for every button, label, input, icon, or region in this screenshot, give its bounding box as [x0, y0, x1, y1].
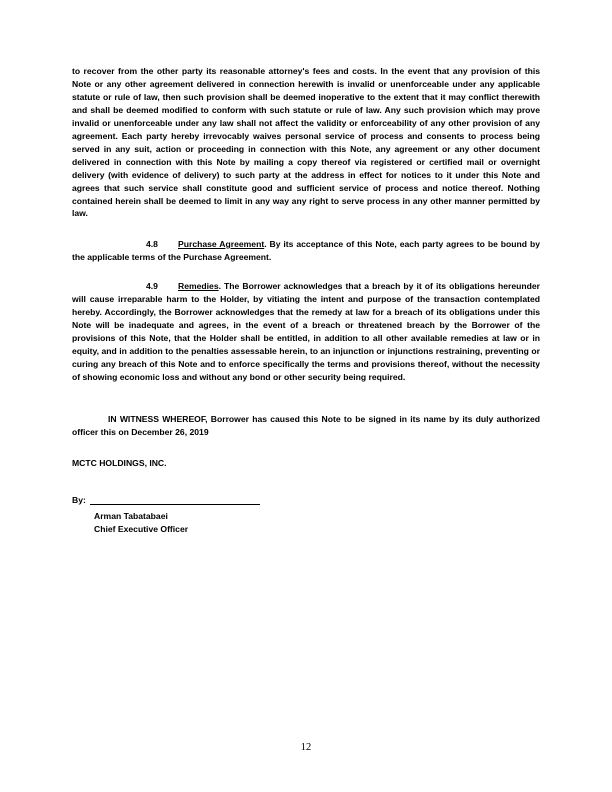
signature-line-row — [72, 494, 260, 505]
signature-line — [90, 494, 260, 505]
section-number: 4.9 — [146, 281, 158, 291]
signer-title: Chief Executive Officer — [94, 524, 189, 534]
section-text: . The Borrower acknowledges that a breach by it of its obligations hereunder will cause irreparable harm to the Holder, by vitiating the intent and purpose of the transaction contemplated hereby. Accordingly, the Borrower acknowledges that the remedy at law for a breach of its obligations under this Note will be inadequate and agrees, in the event of a breach or threatened breach by the Borrower of the provisions of this Note, that the Holder shall be entitled, in addition to all other available remedies at law or in equity, and in addition to the penalties assessable herein, to an injunction or injunctions restraining, preventing or curing any breach of this Note and to enforce specifically the terms and provisions thereof, without the necessity of showing economic loss and without any bond or other security being required. — [72, 281, 540, 382]
section-number: 4.8 — [146, 239, 158, 249]
section-4-9 — [72, 280, 540, 384]
signature-block — [72, 494, 260, 536]
section-title: Purchase Agreement — [178, 239, 265, 249]
witness-paragraph — [72, 413, 540, 439]
page-number: 12 — [300, 742, 312, 753]
company-name: MCTC HOLDINGS, INC. — [72, 458, 167, 468]
section-text: . By its acceptance of this Note, each party agrees to be bound by the applicable terms of the Purchase Agreement. — [72, 239, 540, 262]
signer-info — [94, 510, 260, 536]
section-4-8 — [72, 238, 540, 264]
signer-name: Arman Tabatabaei — [94, 511, 168, 521]
section-title: Remedies — [178, 281, 219, 291]
witness-text: IN WITNESS WHEREOF, Borrower has caused this Note to be signed in its name by its duly authorized officer this on December 26, 2019 — [72, 414, 540, 437]
by-label: By: — [72, 495, 86, 505]
paragraph-continuation: to recover from the other party its reasonable attorney's fees and costs. In the event that any provision of this Note or any other agreement delivered in connection herewith is invalid or unenforceable under any applicable statute or rule of law, then such provision shall be deemed inoperative to the extent that it may conflict therewith and shall be deemed modified to conform with such statute or rule of law. Any such provision which may prove invalid or unenforceable under any law shall not affect the validity or enforceability of any other provision of any agreement. Each party hereby irrevocably waives personal service of process and consents to process being served in any suit, action or proceeding in connection with this Note, any agreement or any other document delivered in connection with this Note by mailing a copy thereof via registered or certified mail or overnight delivery (with evidence of delivery) to such party at the address in effect for notices to it under this Note and agrees that such service shall constitute good and sufficient service of process and notice thereof. Nothing contained herein shall be deemed to limit in any way any right to serve process in any other manner permitted by law. — [72, 66, 540, 219]
